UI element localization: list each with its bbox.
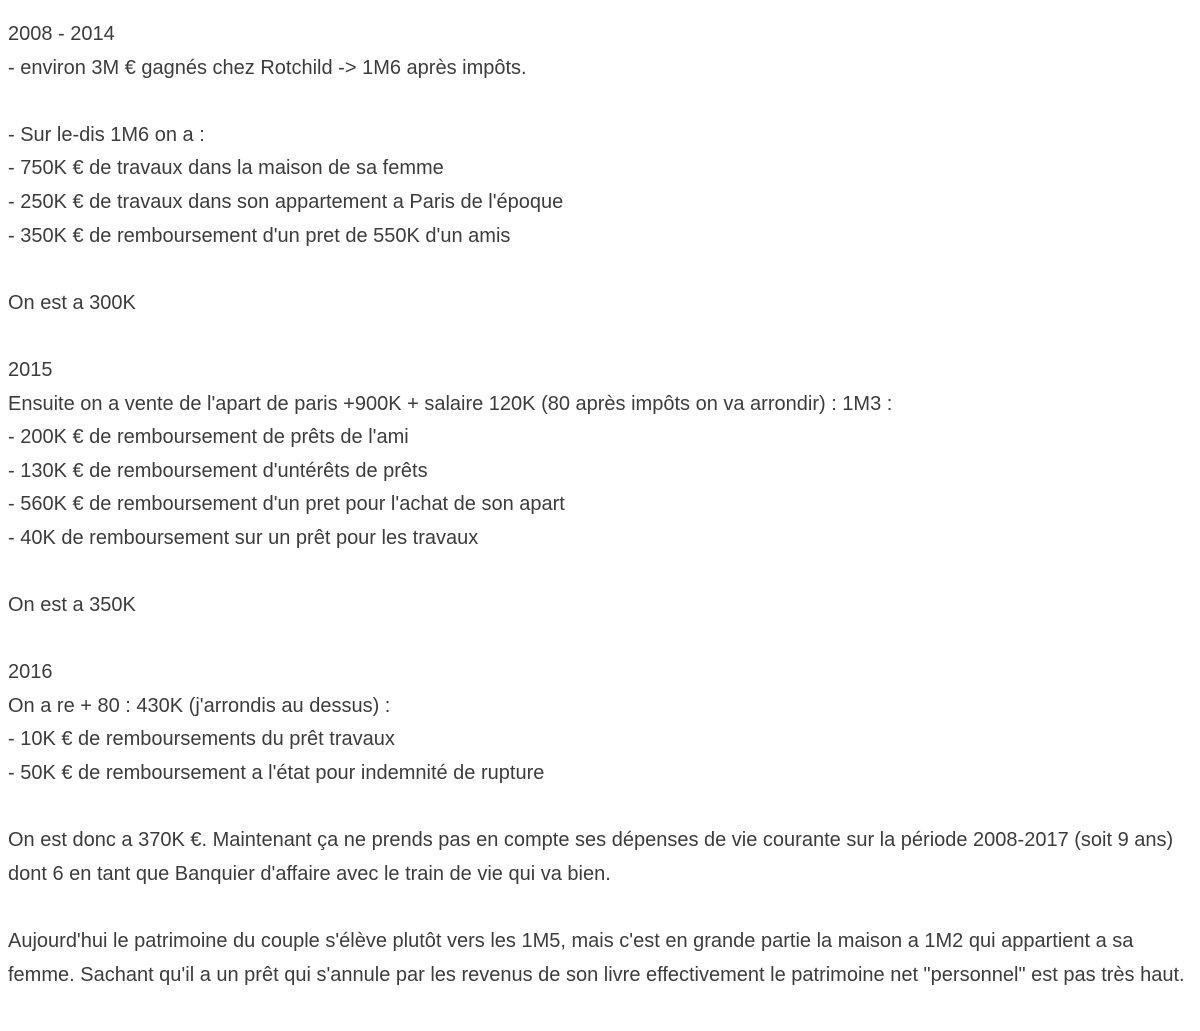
- blank-line: [8, 623, 1196, 657]
- text-line: - environ 3M € gagnés chez Rotchild -> 1M6 après impôts.: [8, 56, 527, 79]
- text-line: - 750K € de travaux dans la maison de sa femme: [8, 157, 444, 180]
- paragraph: On est donc a 370K €. Maintenant ça ne prends pas en compte ses dépenses de vie courante sur la période 2008-2017 (soit 9 ans) dont 6 en tant que Banquier d'affaire avec le train de vie qui va bien.: [8, 829, 1174, 885]
- blank-line: [8, 556, 1196, 590]
- text-line: On a re + 80 : 430K (j'arrondis au dessus) :: [8, 694, 391, 717]
- blank-line: [8, 791, 1196, 825]
- text-line: - 250K € de travaux dans son appartement a Paris de l'époque: [8, 190, 564, 213]
- text-line: 2008 - 2014: [8, 23, 115, 45]
- text-line: On est a 300K: [8, 291, 136, 314]
- text-line: Ensuite on a vente de l'apart de paris +900K + salaire 120K (80 après impôts on va arrondir) : 1M3 :: [8, 392, 893, 415]
- text-line: - 200K € de remboursement de prêts de l'ami: [8, 426, 409, 449]
- text-line: - 40K de remboursement sur un prêt pour les travaux: [8, 526, 479, 549]
- text-line: - Sur le-dis 1M6 on a :: [8, 123, 205, 146]
- text-line: 2015: [8, 358, 53, 381]
- document-body: [8, 18, 1196, 992]
- text-line: 2016: [8, 661, 53, 684]
- text-line: - 130K € de remboursement d'untérêts de prêts: [8, 459, 428, 482]
- text-line: - 350K € de remboursement d'un pret de 550K d'un amis: [8, 224, 511, 247]
- text-line: - 10K € de remboursements du prêt travaux: [8, 728, 395, 751]
- text-line: - 560K € de remboursement d'un pret pour l'achat de son apart: [8, 493, 565, 516]
- blank-line: [8, 253, 1196, 287]
- blank-line: [8, 85, 1196, 119]
- text-line: On est a 350K: [8, 594, 136, 617]
- paragraph: Aujourd'hui le patrimoine du couple s'élève plutôt vers les 1M5, mais c'est en grande partie la maison a 1M2 qui appartient a sa femme. Sachant qu'il a un prêt qui s'annule par les revenus de son livre effectivement le patrimoine net "personnel" est pas très haut.: [8, 930, 1185, 986]
- blank-line: [8, 320, 1196, 354]
- text-line: - 50K € de remboursement a l'état pour indemnité de rupture: [8, 762, 545, 785]
- blank-line: [8, 891, 1196, 925]
